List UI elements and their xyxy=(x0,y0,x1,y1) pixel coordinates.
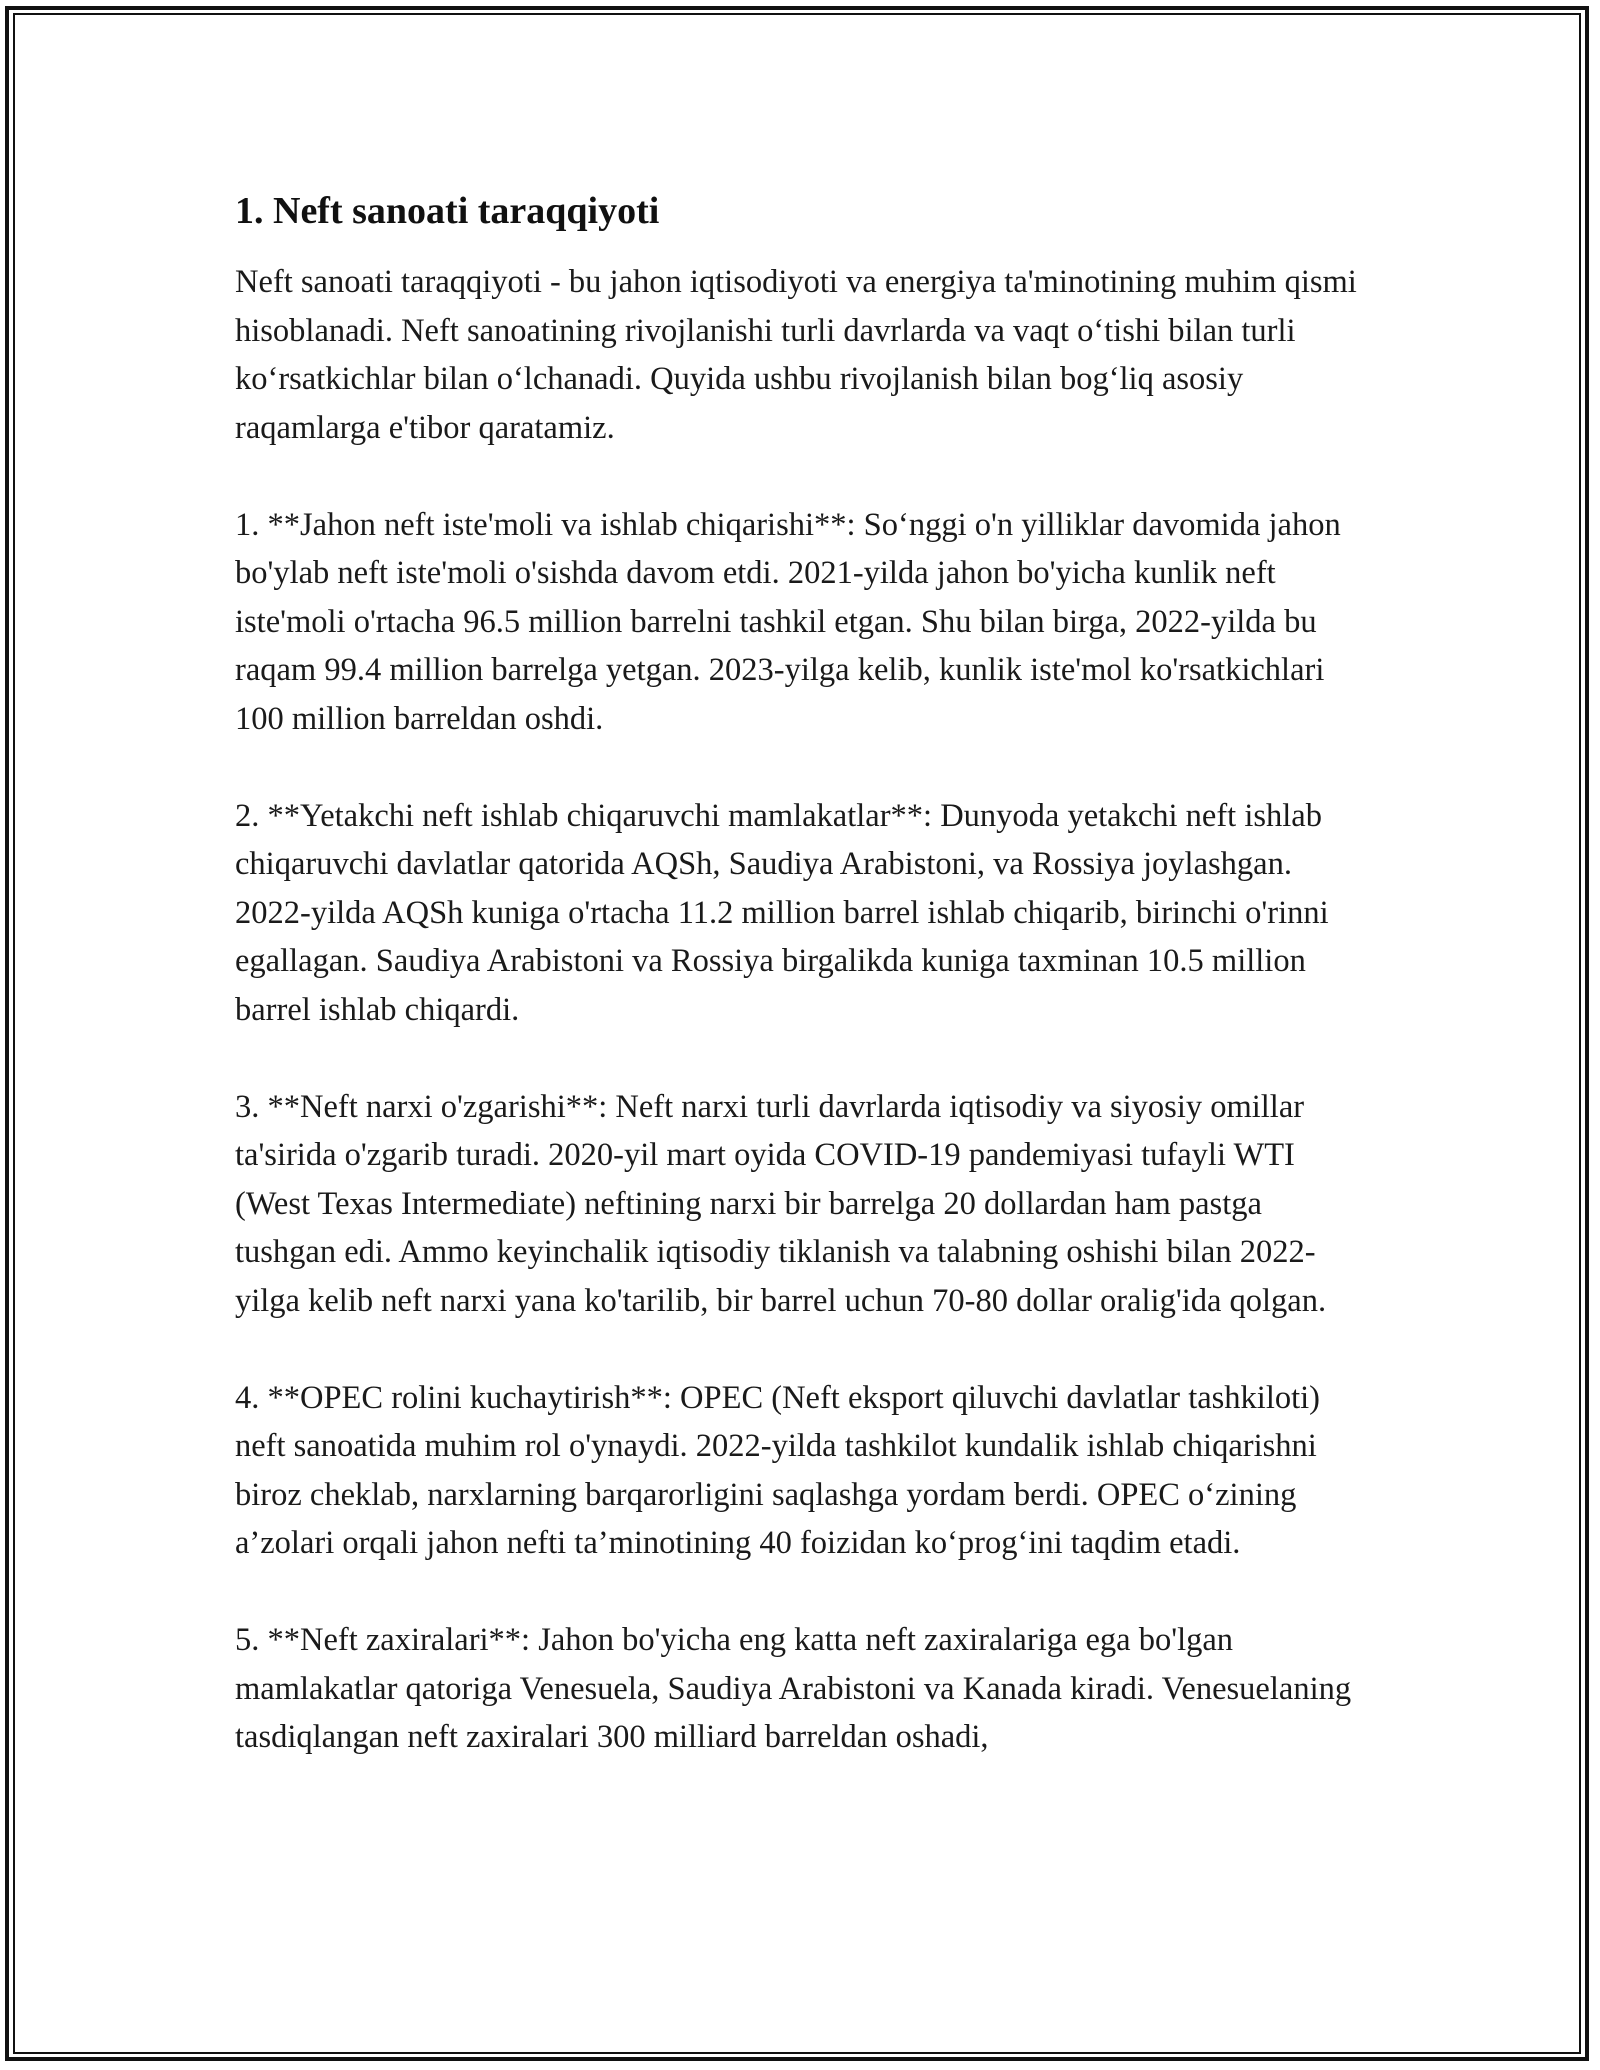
section-heading: 1. Neft sanoati taraqqiyoti xyxy=(235,190,660,232)
document-body xyxy=(235,186,1370,1762)
paragraph-intro: Neft sanoati taraqqiyoti - bu jahon iqtisodiyoti va energiya ta'minotining muhim qismi hisoblanadi. Neft sanoatining rivojlanishi turli davrlarda va vaqt o‘tishi bilan turli ko‘rsatkichlar bilan o‘lchanadi. Quyida ushbu rivojlanish bilan bog‘liq asosiy raqamlarga e'tibor qaratamiz. xyxy=(235,264,1357,446)
paragraph-opec: 4. **OPEC rolini kuchaytirish**: OPEC (Neft eksport qiluvchi davlatlar tashkiloti) neft sanoatida muhim rol o'ynaydi. 2022-yilda tashkilot kundalik ishlab chiqarishni biroz cheklab, narxlarning barqarorligini saqlashga yordam berdi. OPEC o‘zining a’zolari orqali jahon nefti ta’minotining 40 foizidan ko‘prog‘ini taqdim etadi. xyxy=(235,1379,1320,1561)
paragraph-consumption: 1. **Jahon neft iste'moli va ishlab chiqarishi**: So‘nggi o'n yilliklar davomida jahon bo'ylab neft iste'moli o'sishda davom etdi. 2021-yilda jahon bo'yicha kunlik neft iste'moli o'rtacha 96.5 million barrelni tashkil etgan. Shu bilan birga, 2022-yilda bu raqam 99.4 million barrelga yetgan. 2023-yilga kelib, kunlik iste'mol ko'rsatkichlari 100 million barreldan oshdi. xyxy=(235,506,1341,737)
paragraph-oil-price: 3. **Neft narxi o'zgarishi**: Neft narxi turli davrlarda iqtisodiy va siyosiy omillar ta'sirida o'zgarib turadi. 2020-yil mart oyida COVID-19 pandemiyasi tufayli WTI (West Texas Intermediate) neftining narxi bir barrelga 20 dollardan ham pastga tushgan edi. Ammo keyinchalik iqtisodiy tiklanish va talabning oshishi bilan 2022-yilga kelib neft narxi yana ko'tarilib, bir barrel uchun 70-80 dollar oralig'ida qolgan. xyxy=(235,1088,1327,1319)
paragraph-reserves: 5. **Neft zaxiralari**: Jahon bo'yicha eng katta neft zaxiralariga ega bo'lgan mamlakatlar qatoriga Venesuela, Saudiya Arabistoni va Kanada kiradi. Venesuelaning tasdiqlangan neft zaxiralari 300 milliard barreldan oshadi, xyxy=(235,1622,1352,1755)
paragraph-producers: 2. **Yetakchi neft ishlab chiqaruvchi mamlakatlar**: Dunyoda yetakchi neft ishlab chiqaruvchi davlatlar qatorida AQSh, Saudiya Arabistoni, va Rossiya joylashgan. 2022-yilda AQSh kuniga o'rtacha 11.2 million barrel ishlab chiqarib, birinchi o'rinni egallagan. Saudiya Arabistoni va Rossiya birgalikda kuniga taxminan 10.5 million barrel ishlab chiqardi. xyxy=(235,797,1329,1028)
